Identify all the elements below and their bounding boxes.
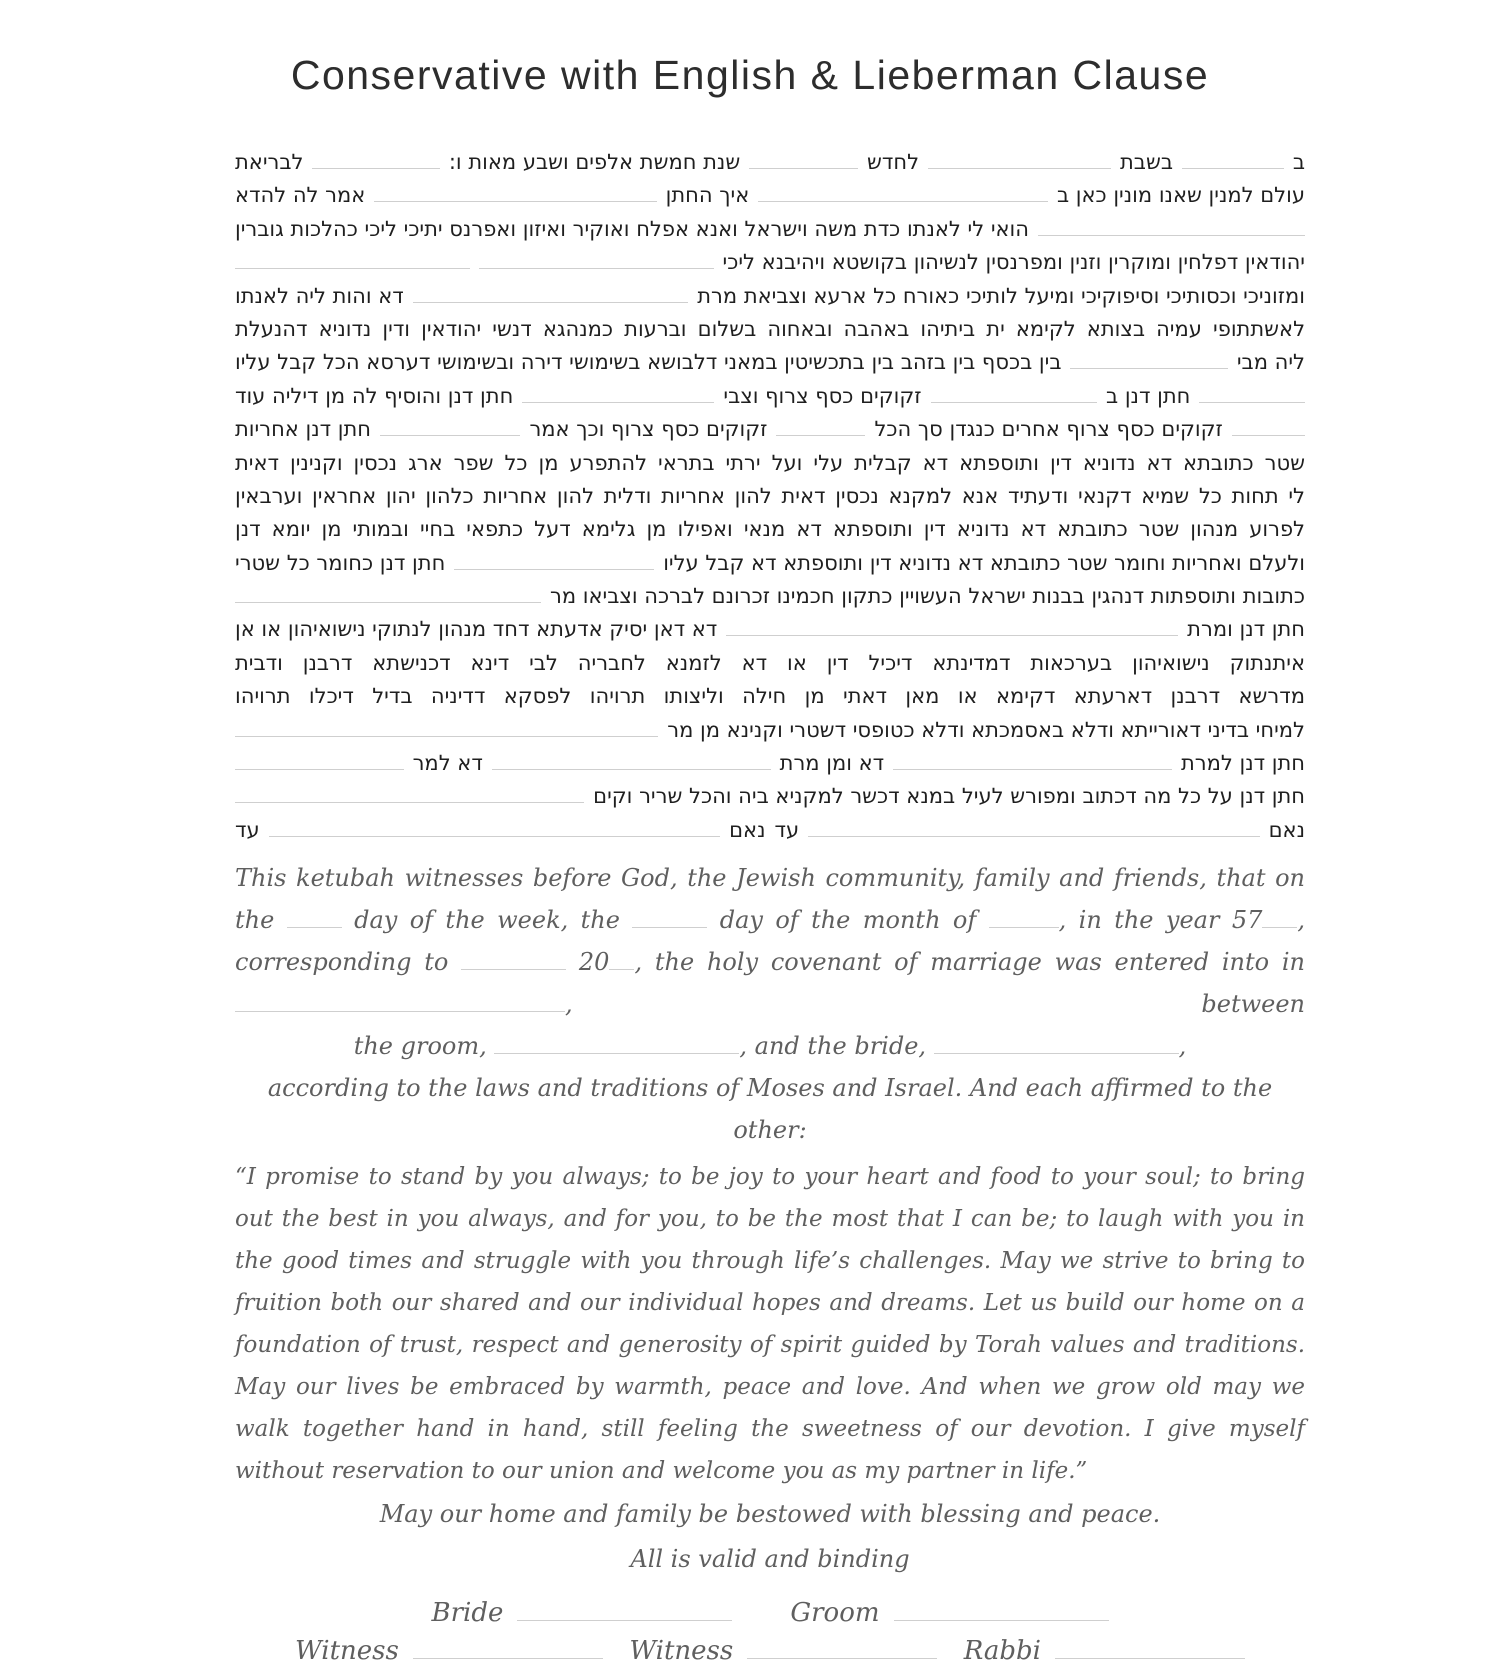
text-segment: לבריאת (235, 150, 304, 174)
hebrew-section (235, 146, 1305, 847)
text-segment: חתן דנן והוסיף לה מן דיליה עוד (235, 383, 514, 408)
text-segment: , (1178, 1032, 1187, 1061)
fill-in-blank[interactable] (1038, 234, 1305, 236)
hebrew-line (235, 580, 1305, 613)
fill-in-blank[interactable] (235, 801, 584, 803)
fill-in-blank[interactable] (609, 967, 634, 970)
text-segment: איך החתן (665, 183, 750, 208)
signature-item (295, 1636, 603, 1666)
page-title: Conservative with English & Lieberman Clause (290, 52, 1210, 98)
fill-in-blank[interactable] (928, 167, 1111, 169)
hebrew-line (235, 179, 1305, 212)
fill-in-blank[interactable] (287, 925, 342, 928)
fill-in-blank[interactable] (893, 768, 1172, 770)
fill-in-blank[interactable] (494, 1051, 739, 1054)
hebrew-line (235, 513, 1305, 546)
hebrew-line (235, 413, 1305, 446)
text-segment: the groom, (353, 1032, 495, 1061)
document-body (235, 146, 1305, 1666)
fill-in-blank[interactable] (1262, 925, 1297, 928)
text-segment: נאם (729, 817, 766, 842)
fill-in-blank[interactable] (454, 568, 654, 570)
signature-row-couple (235, 1598, 1305, 1628)
fill-in-blank[interactable] (726, 634, 1178, 636)
text-segment: נאם (1268, 817, 1305, 842)
signature-line[interactable] (747, 1656, 937, 1659)
fill-in-blank[interactable] (235, 601, 541, 603)
text-segment: , the holy covenant of marriage was entered into in (634, 948, 1306, 977)
fill-in-blank[interactable] (749, 167, 858, 169)
text-segment: אמר לה להדא (235, 183, 366, 208)
signature-item (964, 1636, 1245, 1666)
validity-line: All is valid and binding (630, 1545, 910, 1574)
fill-in-blank[interactable] (413, 301, 688, 303)
text-segment: לאשתתופי עמיה בצותא לקימא ית ביתיהו באהבה ובאחוה בשלום וברעות כמנהגא דנשי יהודאין ודין נדוניא דהנעלת (235, 316, 1305, 341)
hebrew-line (235, 613, 1305, 646)
text-segment: ב (1292, 150, 1305, 174)
signature-label: Witness (295, 1636, 399, 1666)
text-segment: יהודאין דפלחין ומוקרין וזנין ומפרנסין לנשיהון בקושטא ויהיבנא ליכי (722, 250, 1305, 275)
signature-line[interactable] (413, 1656, 603, 1659)
hebrew-line (235, 480, 1305, 513)
fill-in-blank[interactable] (934, 1051, 1179, 1054)
fill-in-blank[interactable] (235, 735, 658, 737)
signature-row-witnesses (295, 1636, 1245, 1666)
text-segment: day of the month of (707, 906, 989, 935)
hebrew-line (235, 814, 1305, 847)
blessing-line: May our home and family be bestowed with blessing and peace. (379, 1500, 1161, 1529)
couple-line (235, 1025, 1305, 1067)
text-segment: זקוקים כסף צרוף וכך אמר (529, 417, 768, 442)
fill-in-blank[interactable] (758, 200, 1048, 202)
fill-in-blank[interactable] (632, 925, 707, 928)
affirmation-line: according to the laws and traditions of Moses and Israel. And each affirmed to the other: (267, 1074, 1273, 1145)
text-segment: עד (774, 817, 800, 842)
hebrew-line (235, 447, 1305, 480)
hebrew-line (235, 346, 1305, 379)
text-segment: חתן דנן כחומר כל שטרי (235, 550, 446, 575)
text-segment: ליה מבי (1236, 350, 1305, 375)
fill-in-blank[interactable] (235, 1009, 565, 1012)
fill-in-blank[interactable] (989, 925, 1059, 928)
text-segment: 20 (566, 948, 610, 977)
fill-in-blank[interactable] (1182, 167, 1284, 169)
fill-in-blank[interactable] (479, 267, 714, 269)
signature-item (629, 1636, 937, 1666)
text-segment: חתן דנן למרת (1180, 751, 1305, 776)
fill-in-blank[interactable] (492, 768, 771, 770)
fill-in-blank[interactable] (931, 401, 1098, 403)
text-segment: דא דאן יסיק אדעתא דחד מנהון לנתוקי נישואיהון או אן (235, 617, 718, 642)
hebrew-line (235, 647, 1305, 680)
vow-paragraph: “I promise to stand by you always; to be joy to your heart and food to your soul; to bring out the best in you always, and for you, to be the most that I can be; to laugh with you in the good times and struggle with you through life’s challenges. May we strive to bring to fruition both our shared and our individual hopes and dreams. Let us build our home on a foundation of trust, respect and generosity of spirit guided by Torah values and traditions. May our lives be embraced by warmth, peace and love. And when we grow old may we walk together hand in hand, still feeling the sweetness of our devotion. I give myself without reservation to our union and welcome you as my partner in life.” (235, 1164, 1305, 1485)
fill-in-blank[interactable] (776, 434, 865, 436)
text-segment: , between (565, 990, 1305, 1019)
text-segment: למיחי בדיני דאורייתא ודלא באסמכתא ודלא כטופסי דשטרי וקנינא מן מר (667, 717, 1305, 742)
text-segment: לי תחות כל שמיא דקנאי ודעתיד אנא למקנא נכסין דאית להון אחריות ודלית להון אחריות כלהון יהון אחראין וערבאין (235, 483, 1305, 508)
text-segment: דא למר (412, 751, 483, 776)
fill-in-blank[interactable] (1232, 434, 1305, 436)
hebrew-line (235, 246, 1305, 279)
text-segment: חתן דנן ומרת (1187, 617, 1305, 642)
text-segment: כתובות ותוספתות דנהגין בבנות ישראל העשויין כתקון חכמינו זכרונם לברכה וצביאו מר (550, 584, 1305, 609)
fill-in-blank[interactable] (269, 835, 721, 837)
text-segment: איתנתוק נישואיהון בערכאות דמדינתא דיכיל דין או דא לזמנא לחבריה לבי דינא דכנישתא דרבנן ודבית (235, 650, 1305, 675)
text-segment: עולם למנין שאנו מונין כאן ב (1056, 183, 1305, 208)
text-segment: חתן דנן על כל מה דכתוב ומפורש לעיל במנא דכשר למקניא ביה והכל שריר וקים (593, 784, 1305, 809)
text-segment: דא והות ליה לאנתו (235, 283, 404, 308)
fill-in-blank[interactable] (380, 434, 520, 436)
fill-in-blank[interactable] (374, 200, 656, 202)
text-segment: זקוקים כסף צרוף וצבי (723, 383, 922, 408)
hebrew-line (235, 313, 1305, 346)
signature-label: Rabbi (963, 1636, 1041, 1666)
text-segment: מדרשא דרבנן דארעתא דקימא או מאן דאתי מן חילה וליצותו תרויהו לפסקא דדיניה בדיל דיכלו תרויהו (235, 684, 1305, 709)
english-intro-paragraph (235, 857, 1305, 1025)
hebrew-line (235, 747, 1305, 780)
text-segment: ומזוניכי וכסותיכי וסיפוקיכי ומיעל לותיכי כאורח כל ארעא וצביאת מרת (697, 283, 1305, 308)
text-segment: בין בכסף בין בזהב בין בתכשיטין במאני דלבושא בשימושי דירה ובשימושי דערסא הכל קבל עליו (235, 350, 1062, 375)
fill-in-blank[interactable] (1199, 401, 1305, 403)
hebrew-line (235, 780, 1305, 813)
hebrew-line (235, 213, 1305, 246)
signature-label: Bride (431, 1598, 504, 1629)
signature-item (790, 1598, 1108, 1628)
signature-label: Groom (790, 1598, 880, 1629)
text-segment: הואי לי לאנתו כדת משה וישראל ואנא אפלח ואוקיר ואיזון ואפרנס יתיכי ליכי כהלכות גוברין (235, 216, 1030, 241)
text-segment: דא ומן מרת (779, 751, 885, 776)
hebrew-line (235, 146, 1305, 179)
fill-in-blank[interactable] (1070, 367, 1227, 369)
fill-in-blank[interactable] (461, 967, 566, 970)
signature-item (431, 1598, 732, 1628)
text-segment: This ketubah witnesses before God, the Jewish community, family and friends, that on the (235, 864, 1305, 935)
english-section (235, 857, 1305, 1666)
fill-in-blank[interactable] (808, 835, 1260, 837)
fill-in-blank[interactable] (235, 768, 404, 770)
fill-in-blank[interactable] (522, 401, 714, 403)
text-segment: חתן דנן ב (1106, 383, 1191, 408)
signature-line[interactable] (894, 1618, 1109, 1621)
hebrew-line (235, 280, 1305, 313)
hebrew-line (235, 380, 1305, 413)
signature-line[interactable] (517, 1618, 732, 1621)
hebrew-line (235, 680, 1305, 713)
text-segment: שטר כתובתא דא נדוניא דין ותוספתא דא קבלית עלי ועל ירתי בתראי להתפרע מן כל שפר ארג נכסין וקנינין דאית (235, 450, 1305, 475)
hebrew-line (235, 547, 1305, 580)
text-segment: זקוקים כסף צרוף אחרים כנגדן סך הכל (874, 417, 1223, 442)
signature-line[interactable] (1055, 1656, 1245, 1659)
fill-in-blank[interactable] (235, 267, 470, 269)
signature-label: Witness (629, 1636, 734, 1666)
text-segment: עד (235, 817, 260, 842)
text-segment: , and the bride, (739, 1032, 934, 1061)
text-segment: day of the week, the (341, 906, 633, 935)
text-segment: שנת חמשת אלפים ושבע מאות ו: (448, 150, 741, 174)
text-segment: לפרוע מנהון שטר כתובתא דא נדוניא דין ותוספתא דא מנאי ואפילו מן גלימא דעל כתפאי בחיי ובמותי מן יומא דנן (235, 517, 1305, 542)
text-segment: , corresponding to (235, 906, 1306, 977)
text-segment: בשבת (1120, 150, 1173, 174)
hebrew-line (235, 714, 1305, 747)
text-segment: ולעלם ואחריות וחומר שטר כתובתא דא נדוניא דין ותוספתא דא קבל עליו (663, 550, 1305, 575)
fill-in-blank[interactable] (312, 167, 439, 169)
text-segment: חתן דנן אחריות (235, 417, 372, 442)
text-segment: לחדש (867, 150, 920, 174)
text-segment: , in the year 57 (1058, 906, 1263, 935)
